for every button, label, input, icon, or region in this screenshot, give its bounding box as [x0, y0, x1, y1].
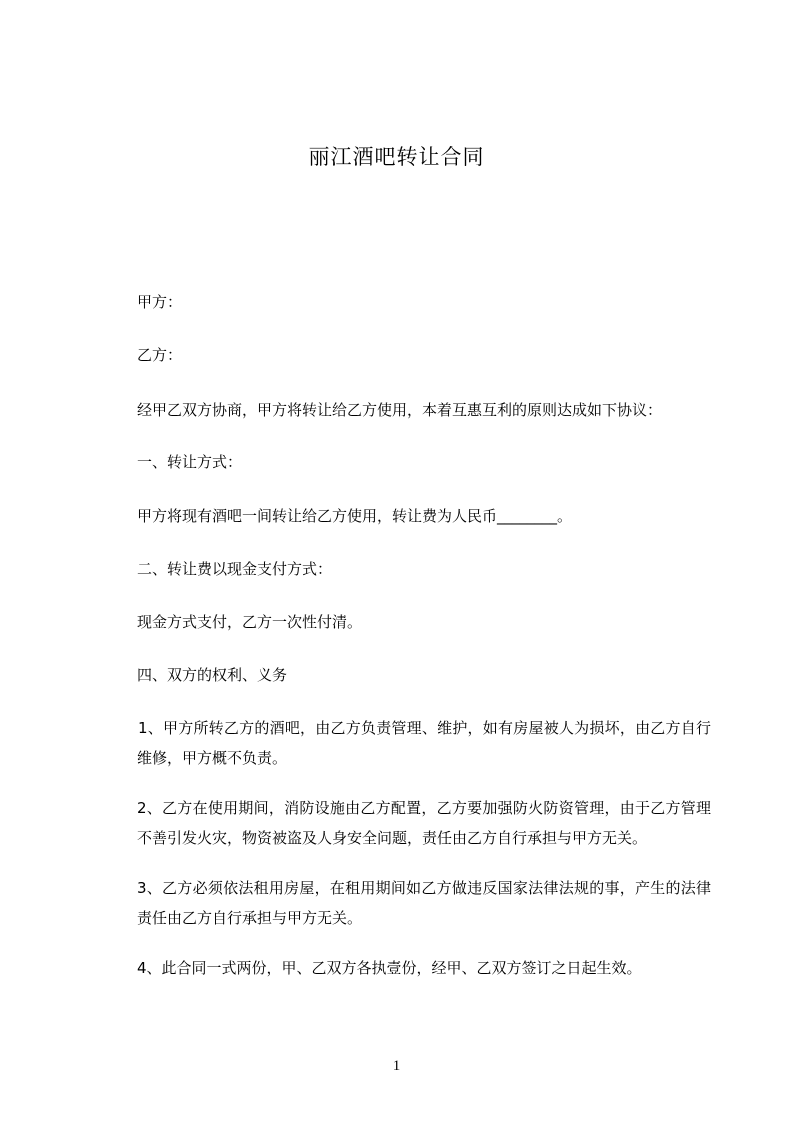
intro-paragraph: 经甲乙双方协商，甲方将转让给乙方使用，本着互惠互利的原则达成如下协议：: [137, 401, 663, 419]
clause-2-text: 2、乙方在使用期间，消防设施由乙方配置，乙方要加强防火防资管理，由于乙方管理不善引发火灾，物资被盗及人身安全问题，责任由乙方自行承担与甲方无关。: [137, 799, 711, 847]
party-a-line: 甲方：: [137, 293, 183, 311]
clause-1: [137, 713, 711, 773]
section-2-body: 现金方式支付，乙方一次性付清。: [137, 613, 363, 631]
document-title: 丽江酒吧转让合同: [308, 145, 485, 169]
page-number: 1: [392, 1058, 401, 1074]
clause-3-text: 3、乙方必须依法租用房屋，在租用期间如乙方做违反国家法律法规的事，产生的法律责任由乙方自行承担与甲方无关。: [137, 879, 711, 927]
section-1-body: 甲方将现有酒吧一间转让给乙方使用，转让费为人民币________。: [137, 507, 573, 525]
section-4-heading: 四、双方的权利、义务: [137, 666, 288, 684]
section-1-heading: 一、转让方式：: [137, 453, 243, 471]
clause-3: [137, 873, 711, 933]
party-b-line: 乙方：: [137, 346, 183, 364]
clause-1-text: 1、甲方所转乙方的酒吧，由乙方负责管理、维护，如有房屋被人为损坏，由乙方自行维修，甲方概不负责。: [137, 719, 711, 767]
clause-4: 4、此合同一式两份，甲、乙双方各执壹份，经甲、乙双方签订之日起生效。: [137, 959, 642, 977]
section-2-heading: 二、转让费以现金支付方式：: [137, 560, 333, 578]
clause-2: [137, 793, 711, 853]
